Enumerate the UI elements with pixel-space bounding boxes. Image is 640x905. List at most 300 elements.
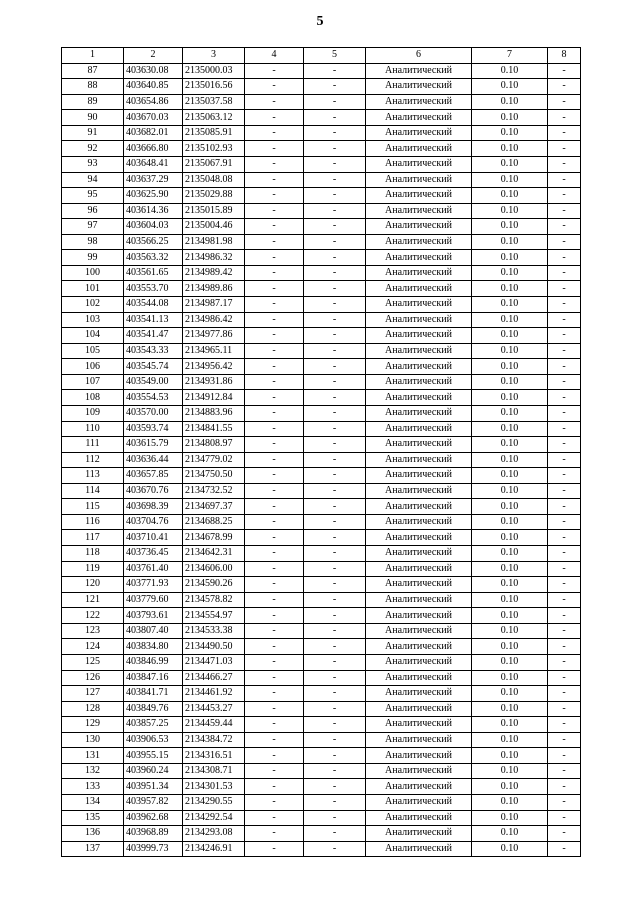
table-row (62, 795, 581, 811)
col4-cell: - (245, 172, 304, 188)
accuracy-cell: 0.10 (472, 810, 548, 826)
col4-cell: - (245, 281, 304, 297)
method-cell: Аналитический (366, 561, 472, 577)
accuracy-cell: 0.10 (472, 156, 548, 172)
point-number-cell: 121 (62, 592, 124, 608)
table-row (62, 623, 581, 639)
y-coordinate-cell: 2135048.08 (183, 172, 245, 188)
col4-cell: - (245, 359, 304, 375)
y-coordinate-cell: 2134308.71 (183, 763, 245, 779)
col5-cell: - (304, 483, 366, 499)
method-cell: Аналитический (366, 546, 472, 562)
table-row (62, 608, 581, 624)
accuracy-cell: 0.10 (472, 826, 548, 842)
method-cell: Аналитический (366, 592, 472, 608)
y-coordinate-cell: 2135016.56 (183, 79, 245, 95)
col4-cell: - (245, 79, 304, 95)
y-coordinate-cell: 2134466.27 (183, 670, 245, 686)
col8-cell: - (548, 203, 581, 219)
x-coordinate-cell: 403736.45 (124, 546, 183, 562)
y-coordinate-cell: 2134750.50 (183, 468, 245, 484)
point-number-cell: 91 (62, 125, 124, 141)
x-coordinate-cell: 403807.40 (124, 623, 183, 639)
x-coordinate-cell: 403570.00 (124, 405, 183, 421)
point-number-cell: 88 (62, 79, 124, 95)
accuracy-cell: 0.10 (472, 343, 548, 359)
method-cell: Аналитический (366, 514, 472, 530)
col5-cell: - (304, 763, 366, 779)
accuracy-cell: 0.10 (472, 125, 548, 141)
col5-cell: - (304, 670, 366, 686)
point-number-cell: 128 (62, 701, 124, 717)
col5-cell: - (304, 623, 366, 639)
point-number-cell: 118 (62, 546, 124, 562)
x-coordinate-cell: 403566.25 (124, 234, 183, 250)
col5-cell: - (304, 514, 366, 530)
col4-cell: - (245, 654, 304, 670)
x-coordinate-cell: 403543.33 (124, 343, 183, 359)
col5-cell: - (304, 437, 366, 453)
point-number-cell: 126 (62, 670, 124, 686)
col4-cell: - (245, 94, 304, 110)
method-cell: Аналитический (366, 499, 472, 515)
col5-cell: - (304, 577, 366, 593)
x-coordinate-cell: 403710.41 (124, 530, 183, 546)
col4-cell: - (245, 188, 304, 204)
method-cell: Аналитический (366, 795, 472, 811)
y-coordinate-cell: 2134697.37 (183, 499, 245, 515)
col8-cell: - (548, 717, 581, 733)
x-coordinate-cell: 403698.39 (124, 499, 183, 515)
method-cell: Аналитический (366, 359, 472, 375)
x-coordinate-cell: 403957.82 (124, 795, 183, 811)
col8-cell: - (548, 265, 581, 281)
method-cell: Аналитический (366, 281, 472, 297)
col8-cell: - (548, 250, 581, 266)
table-row (62, 110, 581, 126)
col4-cell: - (245, 639, 304, 655)
col5-cell: - (304, 312, 366, 328)
col4-cell: - (245, 250, 304, 266)
point-number-cell: 90 (62, 110, 124, 126)
table-row (62, 592, 581, 608)
col5-cell: - (304, 592, 366, 608)
method-cell: Аналитический (366, 110, 472, 126)
y-coordinate-cell: 2135085.91 (183, 125, 245, 141)
method-cell: Аналитический (366, 779, 472, 795)
x-coordinate-cell: 403849.76 (124, 701, 183, 717)
accuracy-cell: 0.10 (472, 608, 548, 624)
point-number-cell: 137 (62, 841, 124, 857)
column-header: 5 (304, 48, 366, 64)
col5-cell: - (304, 701, 366, 717)
col5-cell: - (304, 795, 366, 811)
table-row (62, 499, 581, 515)
col5-cell: - (304, 94, 366, 110)
col5-cell: - (304, 156, 366, 172)
accuracy-cell: 0.10 (472, 172, 548, 188)
method-cell: Аналитический (366, 639, 472, 655)
y-coordinate-cell: 2134453.27 (183, 701, 245, 717)
x-coordinate-cell: 403541.47 (124, 328, 183, 344)
col4-cell: - (245, 623, 304, 639)
col8-cell: - (548, 188, 581, 204)
point-number-cell: 131 (62, 748, 124, 764)
point-number-cell: 136 (62, 826, 124, 842)
x-coordinate-cell: 403906.53 (124, 732, 183, 748)
col4-cell: - (245, 390, 304, 406)
col8-cell: - (548, 156, 581, 172)
method-cell: Аналитический (366, 94, 472, 110)
col8-cell: - (548, 343, 581, 359)
point-number-cell: 92 (62, 141, 124, 157)
col8-cell: - (548, 670, 581, 686)
table-row (62, 717, 581, 733)
method-cell: Аналитический (366, 188, 472, 204)
y-coordinate-cell: 2135000.03 (183, 63, 245, 79)
point-number-cell: 103 (62, 312, 124, 328)
accuracy-cell: 0.10 (472, 250, 548, 266)
x-coordinate-cell: 403657.85 (124, 468, 183, 484)
column-header: 2 (124, 48, 183, 64)
method-cell: Аналитический (366, 250, 472, 266)
col8-cell: - (548, 234, 581, 250)
col5-cell: - (304, 110, 366, 126)
y-coordinate-cell: 2134461.92 (183, 686, 245, 702)
table-row (62, 250, 581, 266)
col8-cell: - (548, 359, 581, 375)
accuracy-cell: 0.10 (472, 452, 548, 468)
col8-cell: - (548, 810, 581, 826)
point-number-cell: 94 (62, 172, 124, 188)
col4-cell: - (245, 608, 304, 624)
table-row (62, 172, 581, 188)
col4-cell: - (245, 203, 304, 219)
column-header: 7 (472, 48, 548, 64)
table-row (62, 546, 581, 562)
accuracy-cell: 0.10 (472, 546, 548, 562)
col5-cell: - (304, 826, 366, 842)
col4-cell: - (245, 468, 304, 484)
accuracy-cell: 0.10 (472, 701, 548, 717)
table-row (62, 281, 581, 297)
point-number-cell: 120 (62, 577, 124, 593)
method-cell: Аналитический (366, 717, 472, 733)
col5-cell: - (304, 281, 366, 297)
col5-cell: - (304, 125, 366, 141)
y-coordinate-cell: 2134989.42 (183, 265, 245, 281)
table-row (62, 390, 581, 406)
col5-cell: - (304, 452, 366, 468)
accuracy-cell: 0.10 (472, 265, 548, 281)
col8-cell: - (548, 390, 581, 406)
coordinates-table (61, 47, 581, 857)
accuracy-cell: 0.10 (472, 297, 548, 313)
col8-cell: - (548, 452, 581, 468)
y-coordinate-cell: 2134912.84 (183, 390, 245, 406)
point-number-cell: 135 (62, 810, 124, 826)
accuracy-cell: 0.10 (472, 577, 548, 593)
method-cell: Аналитический (366, 297, 472, 313)
y-coordinate-cell: 2134533.38 (183, 623, 245, 639)
y-coordinate-cell: 2134808.97 (183, 437, 245, 453)
point-number-cell: 93 (62, 156, 124, 172)
y-coordinate-cell: 2134841.55 (183, 421, 245, 437)
x-coordinate-cell: 403636.44 (124, 452, 183, 468)
col5-cell: - (304, 219, 366, 235)
y-coordinate-cell: 2134986.32 (183, 250, 245, 266)
column-header: 1 (62, 48, 124, 64)
col8-cell: - (548, 483, 581, 499)
method-cell: Аналитический (366, 608, 472, 624)
x-coordinate-cell: 403682.01 (124, 125, 183, 141)
x-coordinate-cell: 403834.80 (124, 639, 183, 655)
col4-cell: - (245, 499, 304, 515)
table-row (62, 841, 581, 857)
method-cell: Аналитический (366, 577, 472, 593)
accuracy-cell: 0.10 (472, 499, 548, 515)
y-coordinate-cell: 2134554.97 (183, 608, 245, 624)
col8-cell: - (548, 297, 581, 313)
method-cell: Аналитический (366, 810, 472, 826)
point-number-cell: 89 (62, 94, 124, 110)
accuracy-cell: 0.10 (472, 437, 548, 453)
method-cell: Аналитический (366, 530, 472, 546)
x-coordinate-cell: 403640.85 (124, 79, 183, 95)
method-cell: Аналитический (366, 452, 472, 468)
column-header: 3 (183, 48, 245, 64)
col4-cell: - (245, 452, 304, 468)
y-coordinate-cell: 2134292.54 (183, 810, 245, 826)
col4-cell: - (245, 795, 304, 811)
table-row (62, 732, 581, 748)
table-row (62, 297, 581, 313)
col4-cell: - (245, 374, 304, 390)
method-cell: Аналитический (366, 732, 472, 748)
x-coordinate-cell: 403549.00 (124, 374, 183, 390)
accuracy-cell: 0.10 (472, 654, 548, 670)
point-number-cell: 101 (62, 281, 124, 297)
method-cell: Аналитический (366, 234, 472, 250)
point-number-cell: 109 (62, 405, 124, 421)
col5-cell: - (304, 405, 366, 421)
method-cell: Аналитический (366, 701, 472, 717)
table-row (62, 421, 581, 437)
y-coordinate-cell: 2135067.91 (183, 156, 245, 172)
col5-cell: - (304, 234, 366, 250)
page-number: 5 (316, 14, 324, 29)
table-row (62, 686, 581, 702)
point-number-cell: 130 (62, 732, 124, 748)
col8-cell: - (548, 763, 581, 779)
accuracy-cell: 0.10 (472, 328, 548, 344)
col5-cell: - (304, 172, 366, 188)
col5-cell: - (304, 343, 366, 359)
point-number-cell: 112 (62, 452, 124, 468)
y-coordinate-cell: 2134883.96 (183, 405, 245, 421)
col8-cell: - (548, 748, 581, 764)
point-number-cell: 115 (62, 499, 124, 515)
col8-cell: - (548, 654, 581, 670)
point-number-cell: 110 (62, 421, 124, 437)
table-row (62, 639, 581, 655)
method-cell: Аналитический (366, 468, 472, 484)
x-coordinate-cell: 403654.86 (124, 94, 183, 110)
col4-cell: - (245, 717, 304, 733)
col8-cell: - (548, 499, 581, 515)
accuracy-cell: 0.10 (472, 561, 548, 577)
accuracy-cell: 0.10 (472, 841, 548, 857)
col4-cell: - (245, 234, 304, 250)
accuracy-cell: 0.10 (472, 670, 548, 686)
accuracy-cell: 0.10 (472, 234, 548, 250)
y-coordinate-cell: 2135063.12 (183, 110, 245, 126)
col4-cell: - (245, 343, 304, 359)
x-coordinate-cell: 403962.68 (124, 810, 183, 826)
col4-cell: - (245, 405, 304, 421)
y-coordinate-cell: 2134642.31 (183, 546, 245, 562)
col8-cell: - (548, 577, 581, 593)
x-coordinate-cell: 403761.40 (124, 561, 183, 577)
col8-cell: - (548, 172, 581, 188)
point-number-cell: 122 (62, 608, 124, 624)
y-coordinate-cell: 2134590.26 (183, 577, 245, 593)
accuracy-cell: 0.10 (472, 623, 548, 639)
point-number-cell: 105 (62, 343, 124, 359)
col8-cell: - (548, 79, 581, 95)
x-coordinate-cell: 403637.29 (124, 172, 183, 188)
y-coordinate-cell: 2134987.17 (183, 297, 245, 313)
table-row (62, 359, 581, 375)
point-number-cell: 96 (62, 203, 124, 219)
x-coordinate-cell: 403670.03 (124, 110, 183, 126)
point-number-cell: 99 (62, 250, 124, 266)
point-number-cell: 124 (62, 639, 124, 655)
col8-cell: - (548, 94, 581, 110)
col5-cell: - (304, 297, 366, 313)
table-row (62, 405, 581, 421)
col4-cell: - (245, 421, 304, 437)
col8-cell: - (548, 732, 581, 748)
col5-cell: - (304, 265, 366, 281)
point-number-cell: 97 (62, 219, 124, 235)
table-row (62, 452, 581, 468)
col8-cell: - (548, 219, 581, 235)
x-coordinate-cell: 403960.24 (124, 763, 183, 779)
method-cell: Аналитический (366, 623, 472, 639)
col4-cell: - (245, 63, 304, 79)
x-coordinate-cell: 403614.36 (124, 203, 183, 219)
col8-cell: - (548, 468, 581, 484)
y-coordinate-cell: 2134471.03 (183, 654, 245, 670)
point-number-cell: 119 (62, 561, 124, 577)
y-coordinate-cell: 2134678.99 (183, 530, 245, 546)
y-coordinate-cell: 2134384.72 (183, 732, 245, 748)
y-coordinate-cell: 2134301.53 (183, 779, 245, 795)
col5-cell: - (304, 686, 366, 702)
x-coordinate-cell: 403955.15 (124, 748, 183, 764)
y-coordinate-cell: 2135037.58 (183, 94, 245, 110)
col5-cell: - (304, 390, 366, 406)
x-coordinate-cell: 403648.41 (124, 156, 183, 172)
x-coordinate-cell: 403793.61 (124, 608, 183, 624)
y-coordinate-cell: 2135015.89 (183, 203, 245, 219)
accuracy-cell: 0.10 (472, 468, 548, 484)
col4-cell: - (245, 763, 304, 779)
x-coordinate-cell: 403857.25 (124, 717, 183, 733)
col4-cell: - (245, 328, 304, 344)
accuracy-cell: 0.10 (472, 359, 548, 375)
col8-cell: - (548, 405, 581, 421)
x-coordinate-cell: 403666.80 (124, 141, 183, 157)
x-coordinate-cell: 403999.73 (124, 841, 183, 857)
point-number-cell: 95 (62, 188, 124, 204)
col8-cell: - (548, 639, 581, 655)
table-row (62, 79, 581, 95)
x-coordinate-cell: 403847.16 (124, 670, 183, 686)
table-row (62, 530, 581, 546)
col4-cell: - (245, 686, 304, 702)
col8-cell: - (548, 841, 581, 857)
y-coordinate-cell: 2134290.55 (183, 795, 245, 811)
method-cell: Аналитический (366, 748, 472, 764)
col8-cell: - (548, 795, 581, 811)
col8-cell: - (548, 592, 581, 608)
column-header: 6 (366, 48, 472, 64)
col4-cell: - (245, 219, 304, 235)
table-row (62, 63, 581, 79)
col5-cell: - (304, 779, 366, 795)
accuracy-cell: 0.10 (472, 748, 548, 764)
x-coordinate-cell: 403846.99 (124, 654, 183, 670)
x-coordinate-cell: 403604.03 (124, 219, 183, 235)
accuracy-cell: 0.10 (472, 63, 548, 79)
col4-cell: - (245, 483, 304, 499)
x-coordinate-cell: 403545.74 (124, 359, 183, 375)
col4-cell: - (245, 514, 304, 530)
y-coordinate-cell: 2134606.00 (183, 561, 245, 577)
table-row (62, 312, 581, 328)
table-row (62, 748, 581, 764)
col5-cell: - (304, 748, 366, 764)
y-coordinate-cell: 2135102.93 (183, 141, 245, 157)
table-row (62, 763, 581, 779)
method-cell: Аналитический (366, 172, 472, 188)
table-row (62, 826, 581, 842)
table-row (62, 343, 581, 359)
table-row (62, 374, 581, 390)
point-number-cell: 113 (62, 468, 124, 484)
col4-cell: - (245, 530, 304, 546)
col8-cell: - (548, 312, 581, 328)
y-coordinate-cell: 2135004.46 (183, 219, 245, 235)
accuracy-cell: 0.10 (472, 390, 548, 406)
table-row (62, 141, 581, 157)
y-coordinate-cell: 2134459.44 (183, 717, 245, 733)
method-cell: Аналитический (366, 141, 472, 157)
point-number-cell: 107 (62, 374, 124, 390)
accuracy-cell: 0.10 (472, 421, 548, 437)
col4-cell: - (245, 125, 304, 141)
y-coordinate-cell: 2135029.88 (183, 188, 245, 204)
col4-cell: - (245, 546, 304, 562)
col8-cell: - (548, 514, 581, 530)
y-coordinate-cell: 2134986.42 (183, 312, 245, 328)
x-coordinate-cell: 403553.70 (124, 281, 183, 297)
table-row (62, 468, 581, 484)
y-coordinate-cell: 2134246.91 (183, 841, 245, 857)
col8-cell: - (548, 63, 581, 79)
